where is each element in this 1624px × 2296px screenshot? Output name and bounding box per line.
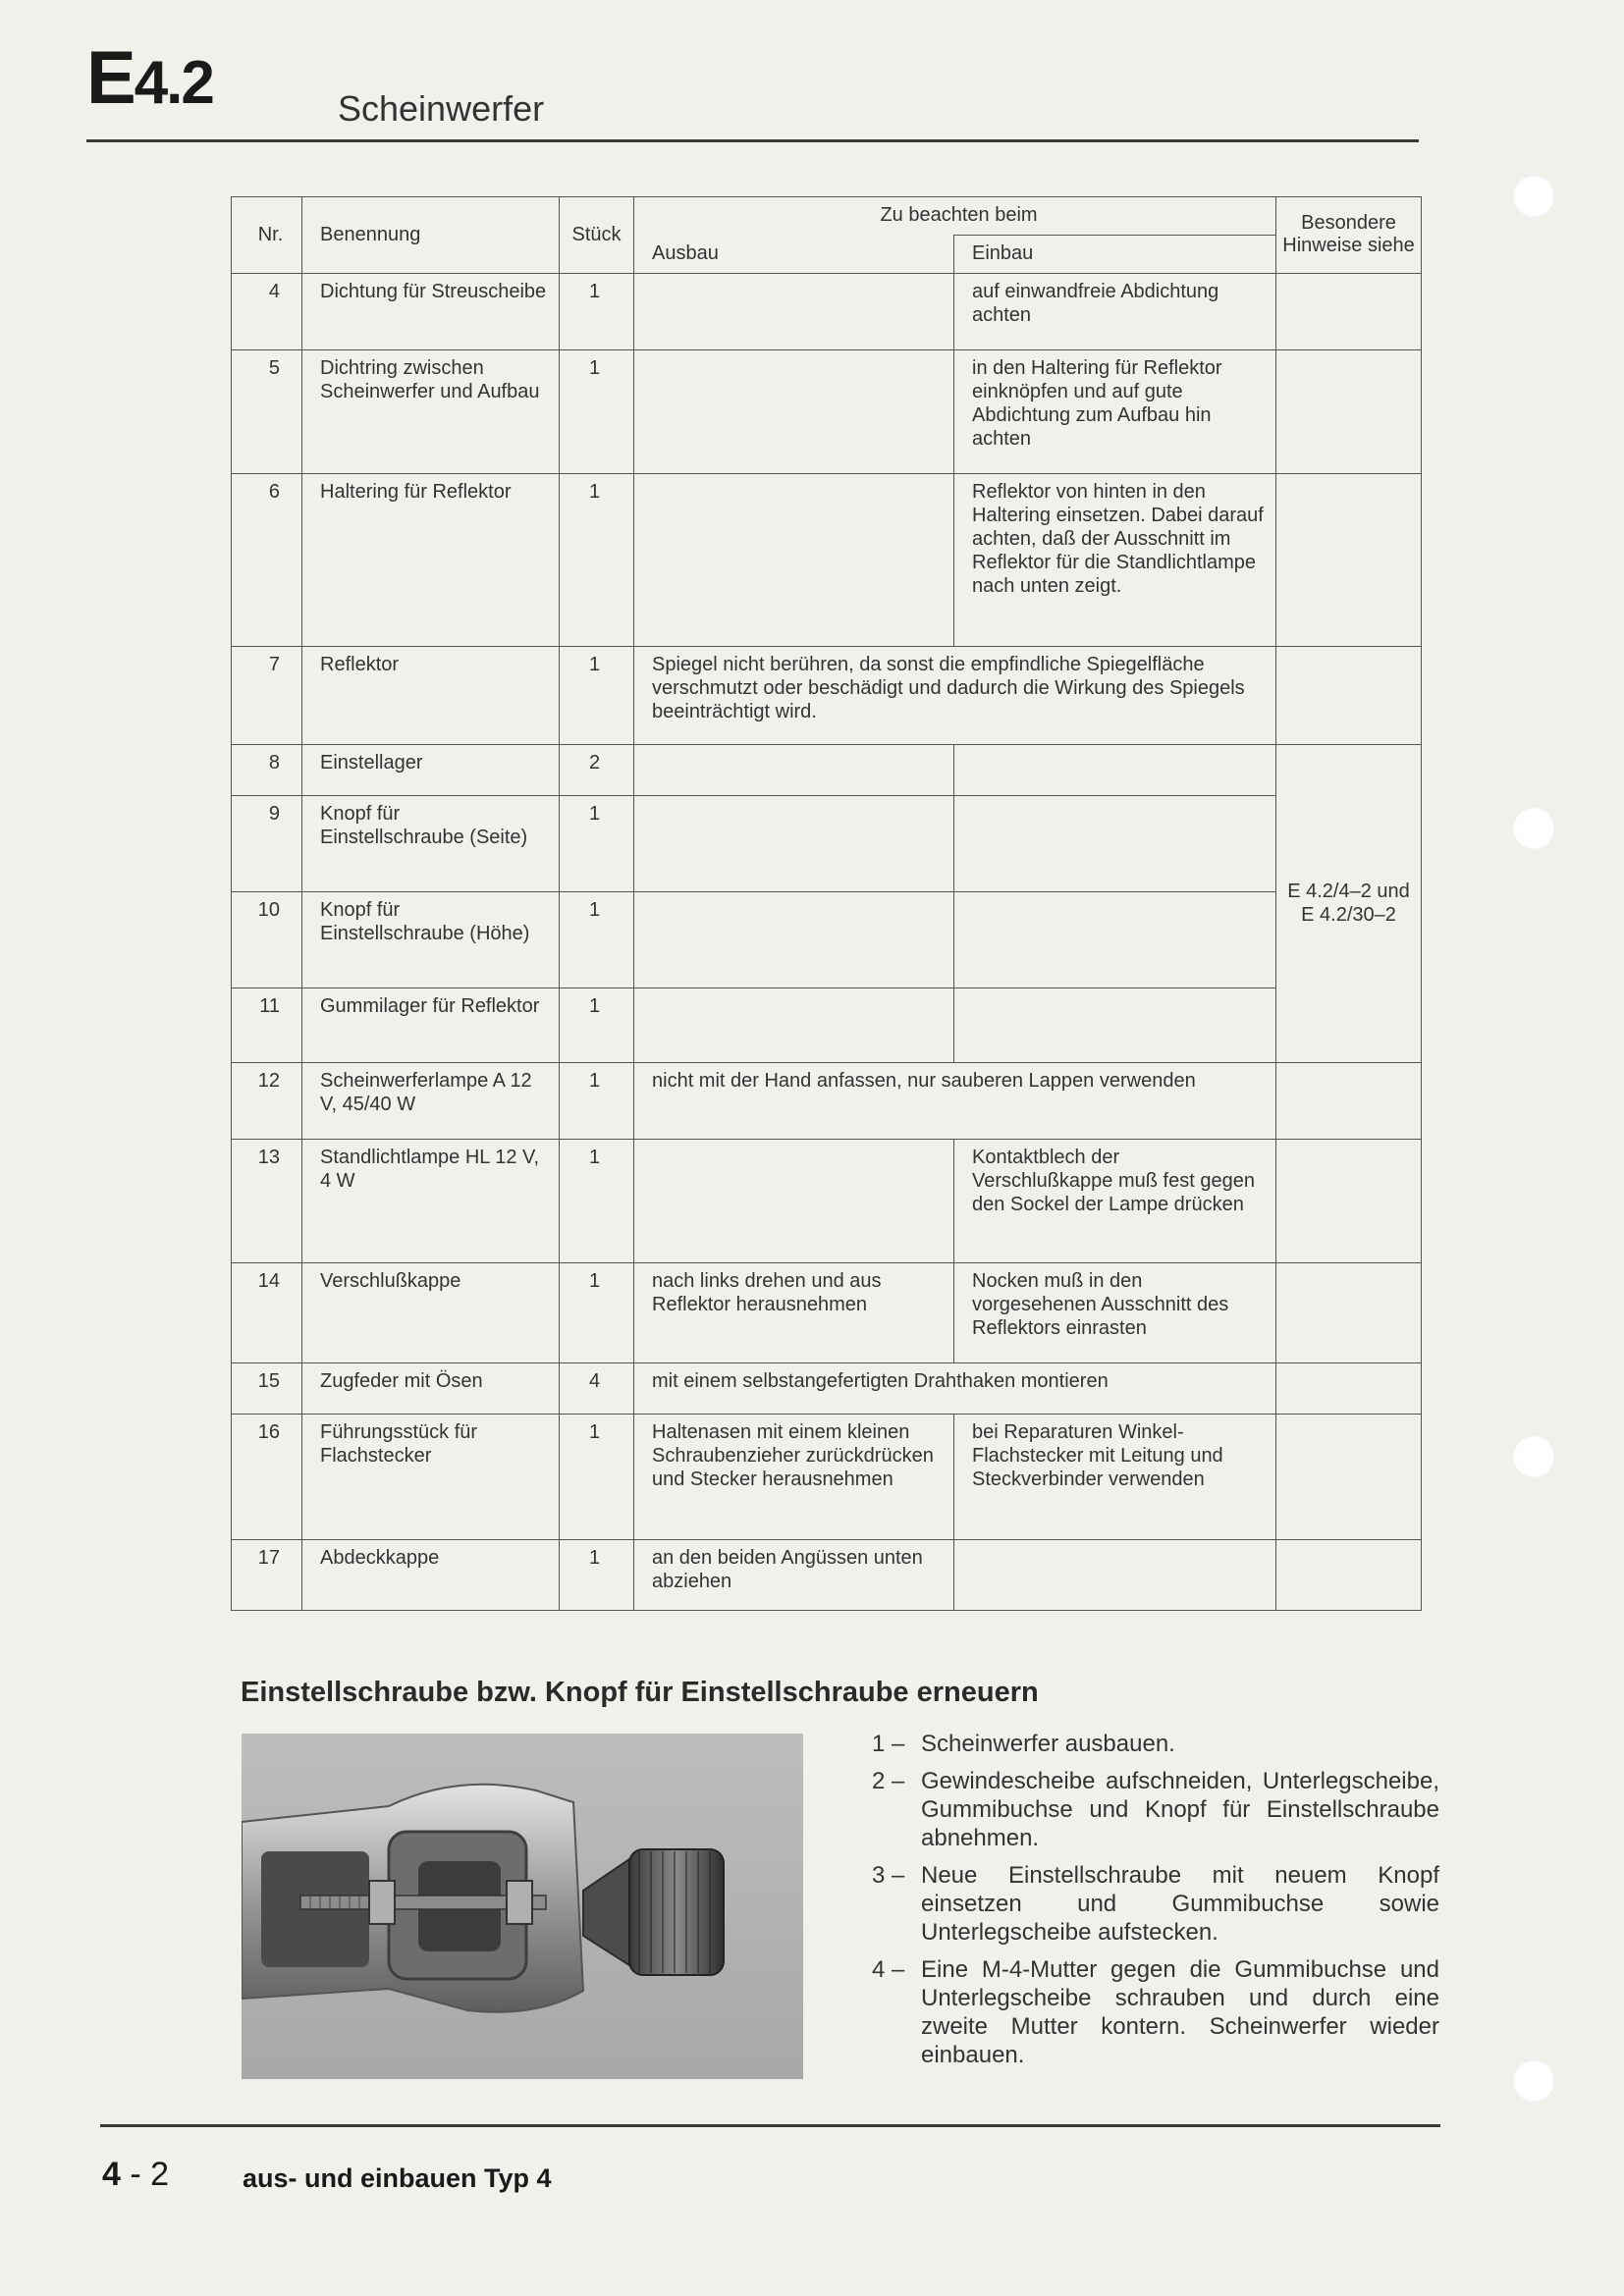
row-einbau: Kontaktblech der Verschlußkappe muß fest gegen den Sockel der Lampe drücken (954, 1140, 1276, 1263)
step-text: Scheinwerfer ausbauen. (921, 1731, 1175, 1757)
row-qty: 1 (560, 1540, 634, 1611)
row-nr: 16 (232, 1415, 302, 1540)
row-hint (1276, 1540, 1422, 1611)
row-name: Verschlußkappe (302, 1263, 560, 1363)
row-hint (1276, 1363, 1422, 1415)
row-qty: 4 (560, 1363, 634, 1415)
row-name: Standlichtlampe HL 12 V, 4 W (302, 1140, 560, 1263)
row-hint-reference: E 4.2/4–2 und E 4.2/30–2 (1276, 745, 1422, 1063)
binder-hole (1512, 175, 1555, 218)
row-qty: 1 (560, 274, 634, 350)
page-title: Scheinwerfer (338, 88, 545, 129)
row-qty: 1 (560, 796, 634, 892)
instruction-list (872, 1730, 1439, 2078)
row-nr: 11 (232, 988, 302, 1063)
step-number: 3 – (872, 1862, 905, 1889)
row-einbau: Nocken muß in den vorgesehenen Ausschnitt des Reflektors einrasten (954, 1263, 1276, 1363)
row-name: Knopf für Einstellschraube (Höhe) (302, 892, 560, 988)
row-name: Zugfeder mit Ösen (302, 1363, 560, 1415)
row-name: Haltering für Reflektor (302, 474, 560, 647)
row-hint (1276, 1415, 1422, 1540)
row-nr: 10 (232, 892, 302, 988)
table-row (232, 1263, 1422, 1363)
header-ausbau: Ausbau (634, 236, 954, 274)
parts-table (231, 196, 1421, 1611)
row-qty: 1 (560, 1140, 634, 1263)
row-einbau (954, 892, 1276, 988)
step-number: 2 – (872, 1768, 905, 1794)
row-einbau: in den Haltering für Reflektor einknöpfen und auf gute Abdichtung zum Aufbau hin achten (954, 350, 1276, 474)
header-nr: Nr. (232, 197, 302, 274)
table-row (232, 892, 1422, 988)
row-nr: 14 (232, 1263, 302, 1363)
row-qty: 1 (560, 647, 634, 745)
row-name: Dichtring zwischen Scheinwerfer und Aufbau (302, 350, 560, 474)
row-name: Reflektor (302, 647, 560, 745)
section-code-number: 4.2 (134, 49, 213, 117)
header-einbau: Einbau (954, 236, 1276, 274)
row-qty: 2 (560, 745, 634, 796)
table-row (232, 647, 1422, 745)
header-hinweise: Besondere Hinweise siehe (1276, 197, 1422, 274)
row-nr: 17 (232, 1540, 302, 1611)
header-benennung: Benennung (302, 197, 560, 274)
binder-hole (1512, 2059, 1555, 2103)
table-row (232, 274, 1422, 350)
table-row (232, 1540, 1422, 1611)
table-row (232, 1063, 1422, 1140)
row-name: Abdeckkappe (302, 1540, 560, 1611)
row-qty: 1 (560, 1063, 634, 1140)
row-nr: 4 (232, 274, 302, 350)
instruction-step (872, 1767, 1439, 1852)
row-hint (1276, 647, 1422, 745)
row-name: Einstellager (302, 745, 560, 796)
binder-hole (1512, 1435, 1555, 1478)
row-hint (1276, 350, 1422, 474)
header-zu-beachten: Zu beachten beim (634, 197, 1276, 236)
row-einbau (954, 1540, 1276, 1611)
row-name: Führungsstück für Flachstecker (302, 1415, 560, 1540)
row-note: mit einem selbstangefertigten Drahthaken montieren (634, 1363, 1276, 1415)
table-row (232, 988, 1422, 1063)
instruction-step (872, 1861, 1439, 1947)
row-ausbau (634, 1140, 954, 1263)
row-ausbau (634, 274, 954, 350)
row-qty: 1 (560, 892, 634, 988)
row-ausbau (634, 474, 954, 647)
row-einbau (954, 796, 1276, 892)
table-row (232, 1415, 1422, 1540)
header-rule (86, 139, 1419, 142)
row-hint (1276, 1140, 1422, 1263)
row-nr: 15 (232, 1363, 302, 1415)
row-note: nicht mit der Hand anfassen, nur sauberen Lappen verwenden (634, 1063, 1276, 1140)
row-qty: 1 (560, 1263, 634, 1363)
row-einbau: Reflektor von hinten in den Haltering einsetzen. Dabei darauf achten, daß der Ausschnitt im Reflektor für die Standlichtlampe nach unten zeigt. (954, 474, 1276, 647)
row-einbau: bei Reparaturen Winkel-Flachstecker mit Leitung und Steckverbinder verwenden (954, 1415, 1276, 1540)
row-hint (1276, 474, 1422, 647)
section-code (86, 36, 213, 120)
row-qty: 1 (560, 1415, 634, 1540)
page-number-separator: - (130, 2156, 141, 2193)
row-hint (1276, 274, 1422, 350)
table-row (232, 474, 1422, 647)
section-heading: Einstellschraube bzw. Knopf für Einstellschraube erneuern (241, 1677, 1039, 1708)
row-qty: 1 (560, 474, 634, 647)
instruction-step (872, 1730, 1439, 1758)
row-note: Spiegel nicht berühren, da sonst die empfindliche Spiegelfläche verschmutzt oder beschädigt und dadurch die Wirkung des Spiegels beeinträchtigt wird. (634, 647, 1276, 745)
row-ausbau (634, 988, 954, 1063)
row-ausbau (634, 796, 954, 892)
row-ausbau (634, 350, 954, 474)
table-row (232, 745, 1422, 796)
row-nr: 6 (232, 474, 302, 647)
row-nr: 9 (232, 796, 302, 892)
instruction-step (872, 1955, 1439, 2069)
table-row (232, 1140, 1422, 1263)
page-number-minor: 2 (150, 2156, 170, 2193)
row-ausbau (634, 892, 954, 988)
step-text: Gewindescheibe aufschneiden, Unterlegscheibe, Gummibuchse und Knopf für Einstellschraube abnehmen. (921, 1768, 1439, 1851)
row-name: Scheinwerferlampe A 12 V, 45/40 W (302, 1063, 560, 1140)
row-nr: 12 (232, 1063, 302, 1140)
header-stueck: Stück (560, 197, 634, 274)
table-row (232, 350, 1422, 474)
row-ausbau: nach links drehen und aus Reflektor herausnehmen (634, 1263, 954, 1363)
step-number: 1 – (872, 1731, 905, 1757)
page-number (102, 2156, 169, 2194)
row-qty: 1 (560, 988, 634, 1063)
table-row (232, 1363, 1422, 1415)
row-nr: 5 (232, 350, 302, 474)
step-text: Eine M-4-Mutter gegen die Gummibuchse und Unterlegscheibe schrauben und durch eine zweite Mutter kontern. Scheinwerfer wieder einbauen. (921, 1956, 1439, 2068)
row-einbau: auf einwandfreie Abdichtung achten (954, 274, 1276, 350)
row-einbau (954, 745, 1276, 796)
row-hint (1276, 1063, 1422, 1140)
row-nr: 8 (232, 745, 302, 796)
row-ausbau (634, 745, 954, 796)
row-qty: 1 (560, 350, 634, 474)
footer-rule (100, 2124, 1440, 2127)
row-nr: 13 (232, 1140, 302, 1263)
adjusting-screw-illustration (242, 1734, 803, 2079)
row-name: Gummilager für Reflektor (302, 988, 560, 1063)
adjusting-screw-photo (242, 1734, 803, 2079)
row-name: Dichtung für Streuscheibe (302, 274, 560, 350)
row-name: Knopf für Einstellschraube (Seite) (302, 796, 560, 892)
row-einbau (954, 988, 1276, 1063)
table-row (232, 796, 1422, 892)
row-ausbau: Haltenasen mit einem kleinen Schraubenzieher zurückdrücken und Stecker herausnehmen (634, 1415, 954, 1540)
row-ausbau: an den beiden Angüssen unten abziehen (634, 1540, 954, 1611)
step-number: 4 – (872, 1956, 905, 1983)
footer-text: aus- und einbauen Typ 4 (243, 2163, 552, 2193)
binder-hole (1512, 807, 1555, 850)
row-nr: 7 (232, 647, 302, 745)
section-code-letter: E (86, 36, 135, 120)
page-number-major: 4 (102, 2156, 121, 2193)
row-hint (1276, 1263, 1422, 1363)
step-text: Neue Einstellschraube mit neuem Knopf einsetzen und Gummibuchse sowie Unterlegscheibe aufstecken. (921, 1862, 1439, 1946)
